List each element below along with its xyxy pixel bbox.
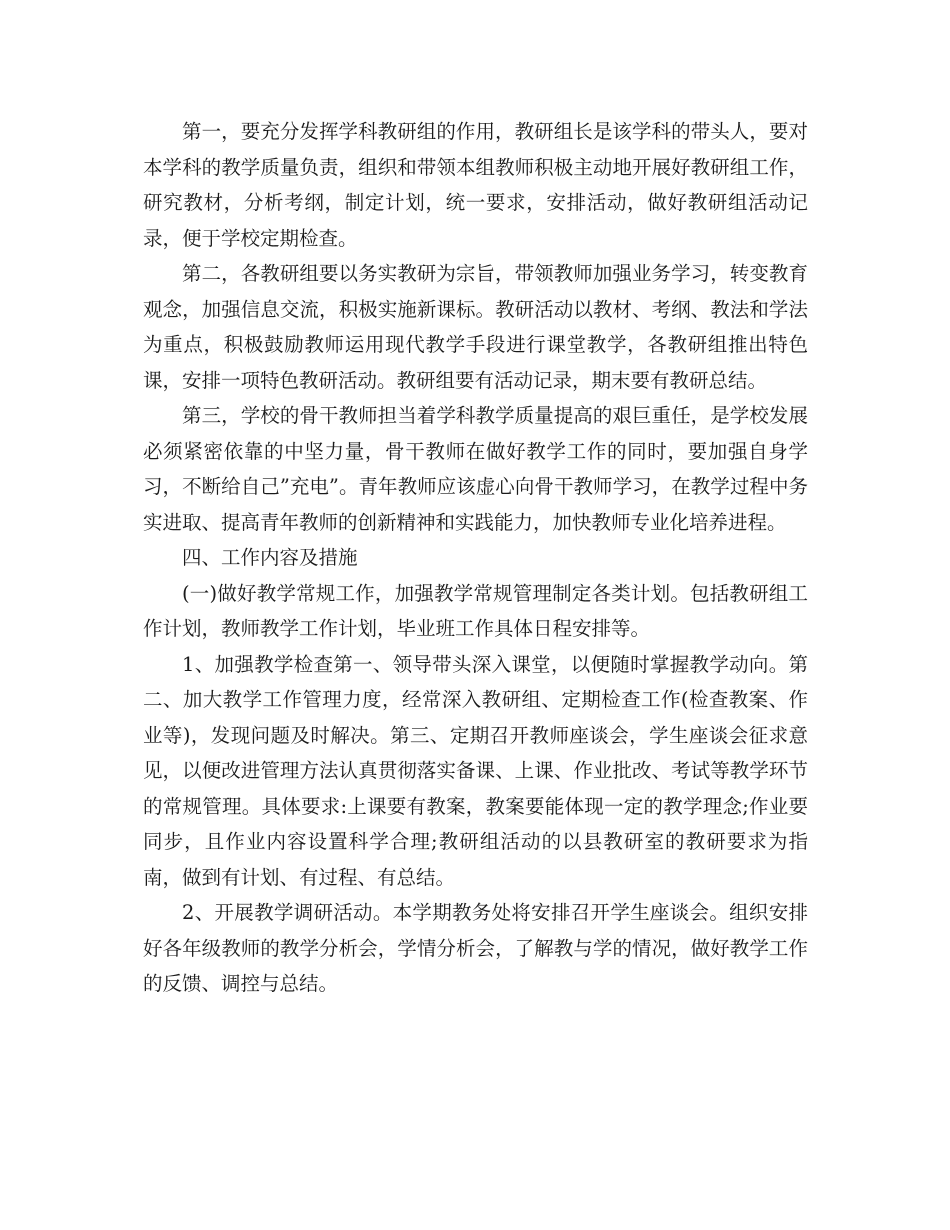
paragraph-3: 第三，学校的骨干教师担当着学科教学质量提高的艰巨重任，是学校发展必须紧密依靠的中坚力量，骨干教师在做好教学工作的同时，要加强自身学习，不断给自己”充电”。青年教师应该虚心向骨干教师学习，在教学过程中务实进取、提高青年教师的创新精神和实践能力，加快教师专业化培养进程。: [143, 404, 808, 534]
paragraph-2: 第二，各教研组要以务实教研为宗旨，带领教师加强业务学习，转变教育观念，加强信息交流，积极实施新课标。教研活动以教材、考纲、教法和学法为重点，积极鼓励教师运用现代教学手段进行课堂教学，各教研组推出特色课，安排一项特色教研活动。教研组要有活动记录，期末要有教研总结。: [143, 262, 808, 392]
section-heading: 四、工作内容及措施: [182, 546, 358, 569]
paragraph-1: 第一，要充分发挥学科教研组的作用，教研组长是该学科的带头人，要对本学科的教学质量负责，组织和带领本组教师积极主动地开展好教研组工作，研究教材，分析考纲，制定计划，统一要求，安排活动，做好教研组活动记录，便于学校定期检查。: [143, 120, 808, 250]
paragraph-4: (一)做好教学常规工作，加强教学常规管理制定各类计划。包括教研组工作计划，教师教学工作计划，毕业班工作具体日程安排等。: [143, 581, 808, 640]
paragraph-6: 2、开展教学调研活动。本学期教务处将安排召开学生座谈会。组织安排好各年级教师的教学分析会，学情分析会，了解教与学的情况，做好教学工作的反馈、调控与总结。: [143, 901, 808, 995]
paragraph-5: 1、加强教学检查第一、领导带头深入课堂，以便随时掌握教学动向。第二、加大教学工作管理力度，经常深入教研组、定期检查工作(检查教案、作业等)，发现问题及时解决。第三、定期召开教师座谈会，学生座谈会征求意见，以便改进管理方法认真贯彻落实备课、上课、作业批改、考试等教学环节的常规管理。具体要求:上课要有教案，教案要能体现一定的教学理念;作业要同步，且作业内容设置科学合理;教研组活动的以县教研室的教研要求为指南，做到有计划、有过程、有总结。: [143, 652, 808, 889]
document-body: [143, 114, 808, 1002]
